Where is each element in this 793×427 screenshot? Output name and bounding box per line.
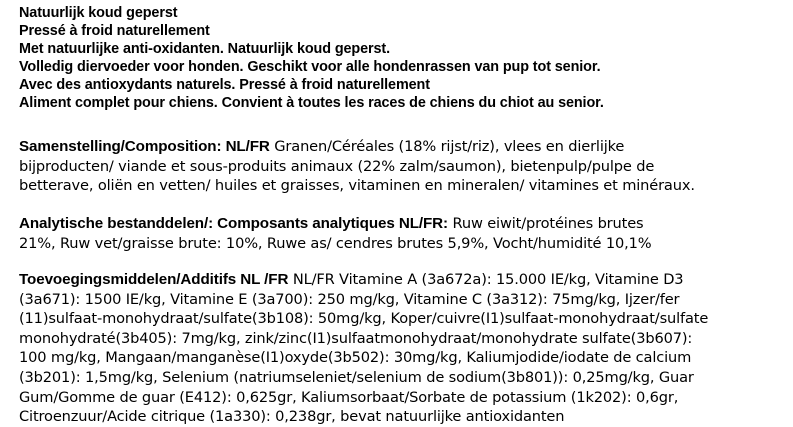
additives-section <box>19 270 789 427</box>
composition-line <box>19 137 789 157</box>
intro-line: Avec des antioxydants naturels. Pressé à froid naturellement <box>19 77 430 94</box>
intro-block <box>19 4 789 113</box>
analytical-text: Ruw eiwit/protéines brutes <box>448 215 644 232</box>
intro-line: Volledig diervoeder voor honden. Geschikt voor alle hondenrassen van pup tot senior. <box>19 59 601 76</box>
analytical-line <box>19 214 789 234</box>
additives-heading: Toevoegingsmiddelen/Additifs NL /FR <box>19 271 289 288</box>
additives-line: Citroenzuur/Acide citrique (1a330): 0,238gr, bevat natuurlijke antioxidanten <box>19 408 565 426</box>
additives-line: Gum/Gomme de guar (E412): 0,625gr, Kaliumsorbaat/Sorbate de potassium (1k202): 0,6gr, <box>19 388 679 406</box>
analytical-line: 21%, Ruw vet/graisse brute: 10%, Ruwe as/ cendres brutes 5,9%, Vocht/humidité 10,1% <box>19 234 652 252</box>
additives-line: (11)sulfaat-monohydraat/sulfate(3b108): 50mg/kg, Koper/cuivre(I1)sulfaat-monohydraat/sulfate <box>19 310 709 328</box>
additives-line: (3b201): 1,5mg/kg, Selenium (natriumseleniet/selenium de sodium(3b801)): 0,25mg/kg, Guar <box>19 368 694 386</box>
composition-text: Granen/Céréales (18% rijst/riz), vlees en dierlijke <box>269 138 625 155</box>
analytical-heading: Analytische bestanddelen/: Composants analytiques NL/FR: <box>19 215 449 232</box>
composition-line: betterave, oliën en vetten/ huiles et graisses, vitaminen en mineralen/ vitamines et minéraux. <box>19 177 695 195</box>
additives-line: 100 mg/kg, Mangaan/manganèse(I1)oxyde(3b502): 30mg/kg, Kaliumjodide/iodate de calcium <box>19 349 692 367</box>
composition-line: bijproducten/ viande et sous-produits animaux (22% zalm/saumon), bietenpulp/pulpe de <box>19 157 655 175</box>
analytical-section <box>19 214 789 253</box>
intro-line: Pressé à froid naturellement <box>19 23 210 40</box>
intro-line: Natuurlijk koud geperst <box>19 5 178 21</box>
additives-line <box>19 270 789 290</box>
intro-line: Met natuurlijke anti-oxidanten. Natuurlijk koud geperst. <box>19 41 391 58</box>
additives-text: NL/FR Vitamine A (3a672a): 15.000 IE/kg, Vitamine D3 <box>288 271 684 288</box>
additives-line: (3a671): 1500 IE/kg, Vitamine E (3a700): 250 mg/kg, Vitamine C (3a312): 75mg/kg, Ijzer/fer <box>19 290 680 308</box>
intro-line: Aliment complet pour chiens. Convient à toutes les races de chiens du chiot au senior. <box>19 95 604 112</box>
composition-section <box>19 137 789 196</box>
composition-heading: Samenstelling/Composition: NL/FR <box>19 138 270 155</box>
additives-line: monohydraté(3b405): 7mg/kg, zink/zinc(I1)sulfaatmonohydraat/monohydrate sulfate(3b607): <box>19 329 693 347</box>
